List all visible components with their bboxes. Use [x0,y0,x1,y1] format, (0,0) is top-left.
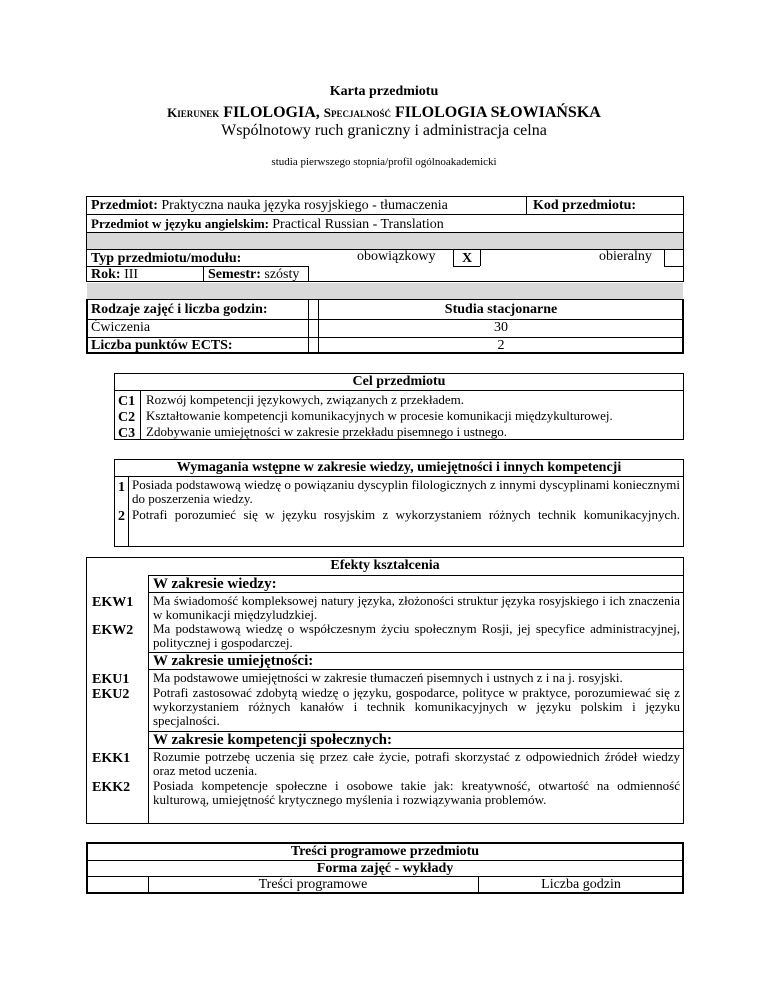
skills-heading: W zakresie umiejętności: [153,653,314,669]
semester-row [208,268,299,282]
english-name-label: Przedmiot w języku angielskim: [91,216,270,231]
outcome-code: EKK2 [92,780,131,795]
goal-text: Rozwój kompetencji językowych, związanych z przekładem. [146,392,465,407]
kierunek-value: FILOLOGIA, [223,104,320,121]
requirement-text: Potrafi porozumieć się w języku rosyjskim z wykorzystaniem różnych technik komunikacyjnych. [132,507,680,522]
gray-spacer-row-2 [87,283,683,299]
course-code-label: Kod przedmiotu: [533,198,637,213]
hours-column-header: Liczba godzin [541,877,621,892]
outcomes-heading: Efekty kształcenia [330,558,440,573]
year-value: III [124,267,139,282]
requirement-code: 1 [118,480,125,495]
specialization-subtitle: Wspólnotowy ruch graniczny i administracja celna [221,122,547,139]
year-row [91,268,138,282]
outcome-code: EKW1 [92,595,134,610]
semester-value: szósty [264,267,300,282]
goal-text: Kształtowanie kompetencji komunikacyjnych w procesie komunikacji międzykulturowej. [146,408,613,423]
page-title: Karta przedmiotu [329,84,439,99]
full-time-header: Studia stacjonarne [444,302,558,317]
english-name-row [91,217,444,232]
form-heading: Forma zajęć - wykłady [316,861,454,876]
ects-label: Liczba punktów ECTS: [91,338,233,353]
content-heading: Treści programowe przedmiotu [290,844,480,859]
outcome-text: Rozumie potrzebę uczenia się przez całe życie, potrafi skorzystać z odpowiednich źródeł wiedzy oraz metod uczenia. [153,749,680,778]
field-of-study [0,104,768,122]
elective-option: obieralny [599,249,652,264]
study-level: studia pierwszego stopnia/profil ogólnoakademicki [271,156,497,168]
outcome-text: Ma świadomość kompleksowej natury języka, złożoności struktur języka rosyjskiego i ich znaczenia w komunikacji międzyludzkiej. [153,593,680,622]
outcome-text: Ma podstawowe umiejętności w zakresie tłumaczeń pisemnych i ustnych z i na j. rosyjski. [153,670,623,685]
subject-value: Praktyczna nauka języka rosyjskiego - tłumaczenia [161,198,448,213]
requirement-code: 2 [118,509,125,524]
ects-value: 2 [497,338,505,353]
outcome-code: EKU2 [92,687,130,702]
outcome-code: EKW2 [92,623,134,638]
gray-spacer-row [87,233,683,249]
class-types-label: Rodzaje zajęć i liczba godzin: [91,302,268,317]
outcome-code: EKU1 [92,672,130,687]
social-heading: W zakresie kompetencji społecznych: [153,732,392,748]
goal-code: C1 [118,394,136,409]
mandatory-option: obowiązkowy [357,249,436,264]
course-type-label: Typ przedmiotu/modułu: [91,251,242,266]
content-column-header: Treści programowe [258,877,368,892]
knowledge-heading: W zakresie wiedzy: [153,576,277,592]
specjalnosc-label: Specjalność [323,105,391,120]
goal-code: C3 [118,426,136,441]
mandatory-checkmark: X [462,251,473,266]
kierunek-label: Kierunek [167,105,220,120]
year-label: Rok: [91,267,121,282]
goal-text: Zdobywanie umiejętności w zakresie przekładu pisemnego i ustnego. [146,424,508,439]
requirements-heading: Wymagania wstępne w zakresie wiedzy, umiejętności i innych kompetencji [176,460,622,475]
semester-label: Semestr: [208,267,261,282]
class-hours-value: 30 [494,320,508,335]
subject-label: Przedmiot: [91,198,158,213]
class-type-value: Ćwiczenia [91,320,151,335]
requirement-text: Posiada podstawową wiedzę o powiązaniu dyscyplin filologicznych z innymi dyscyplinami koniecznymi do poszerzenia wiedzy. [132,477,680,506]
outcome-text: Posiada kompetencje społeczne i osobowe takie jak: kreatywność, otwartość na odmienność kulturową, umiejętność krytycznego myślenia i rozwiązywania problemów. [153,778,680,807]
subject-row [91,199,448,213]
goals-heading: Cel przedmiotu [352,374,446,389]
goal-code: C2 [118,410,136,425]
outcome-text: Ma podstawową wiedzę o współczesnym życiu społecznym Rosji, jej specyfice administracyjnej, politycznej i gospodarczej. [153,621,680,650]
outcome-text: Potrafi zastosować zdobytą wiedzę o języku, gospodarce, polityce w praktyce, porozumiewać się z wykorzystaniem różnych kanałów i technik komunikacyjnych w języku polskim i języku specjalności. [153,685,680,728]
specjalnosc-value: FILOLOGIA SŁOWIAŃSKA [395,104,601,121]
english-name-value: Practical Russian - Translation [272,217,444,232]
outcome-code: EKK1 [92,751,131,766]
